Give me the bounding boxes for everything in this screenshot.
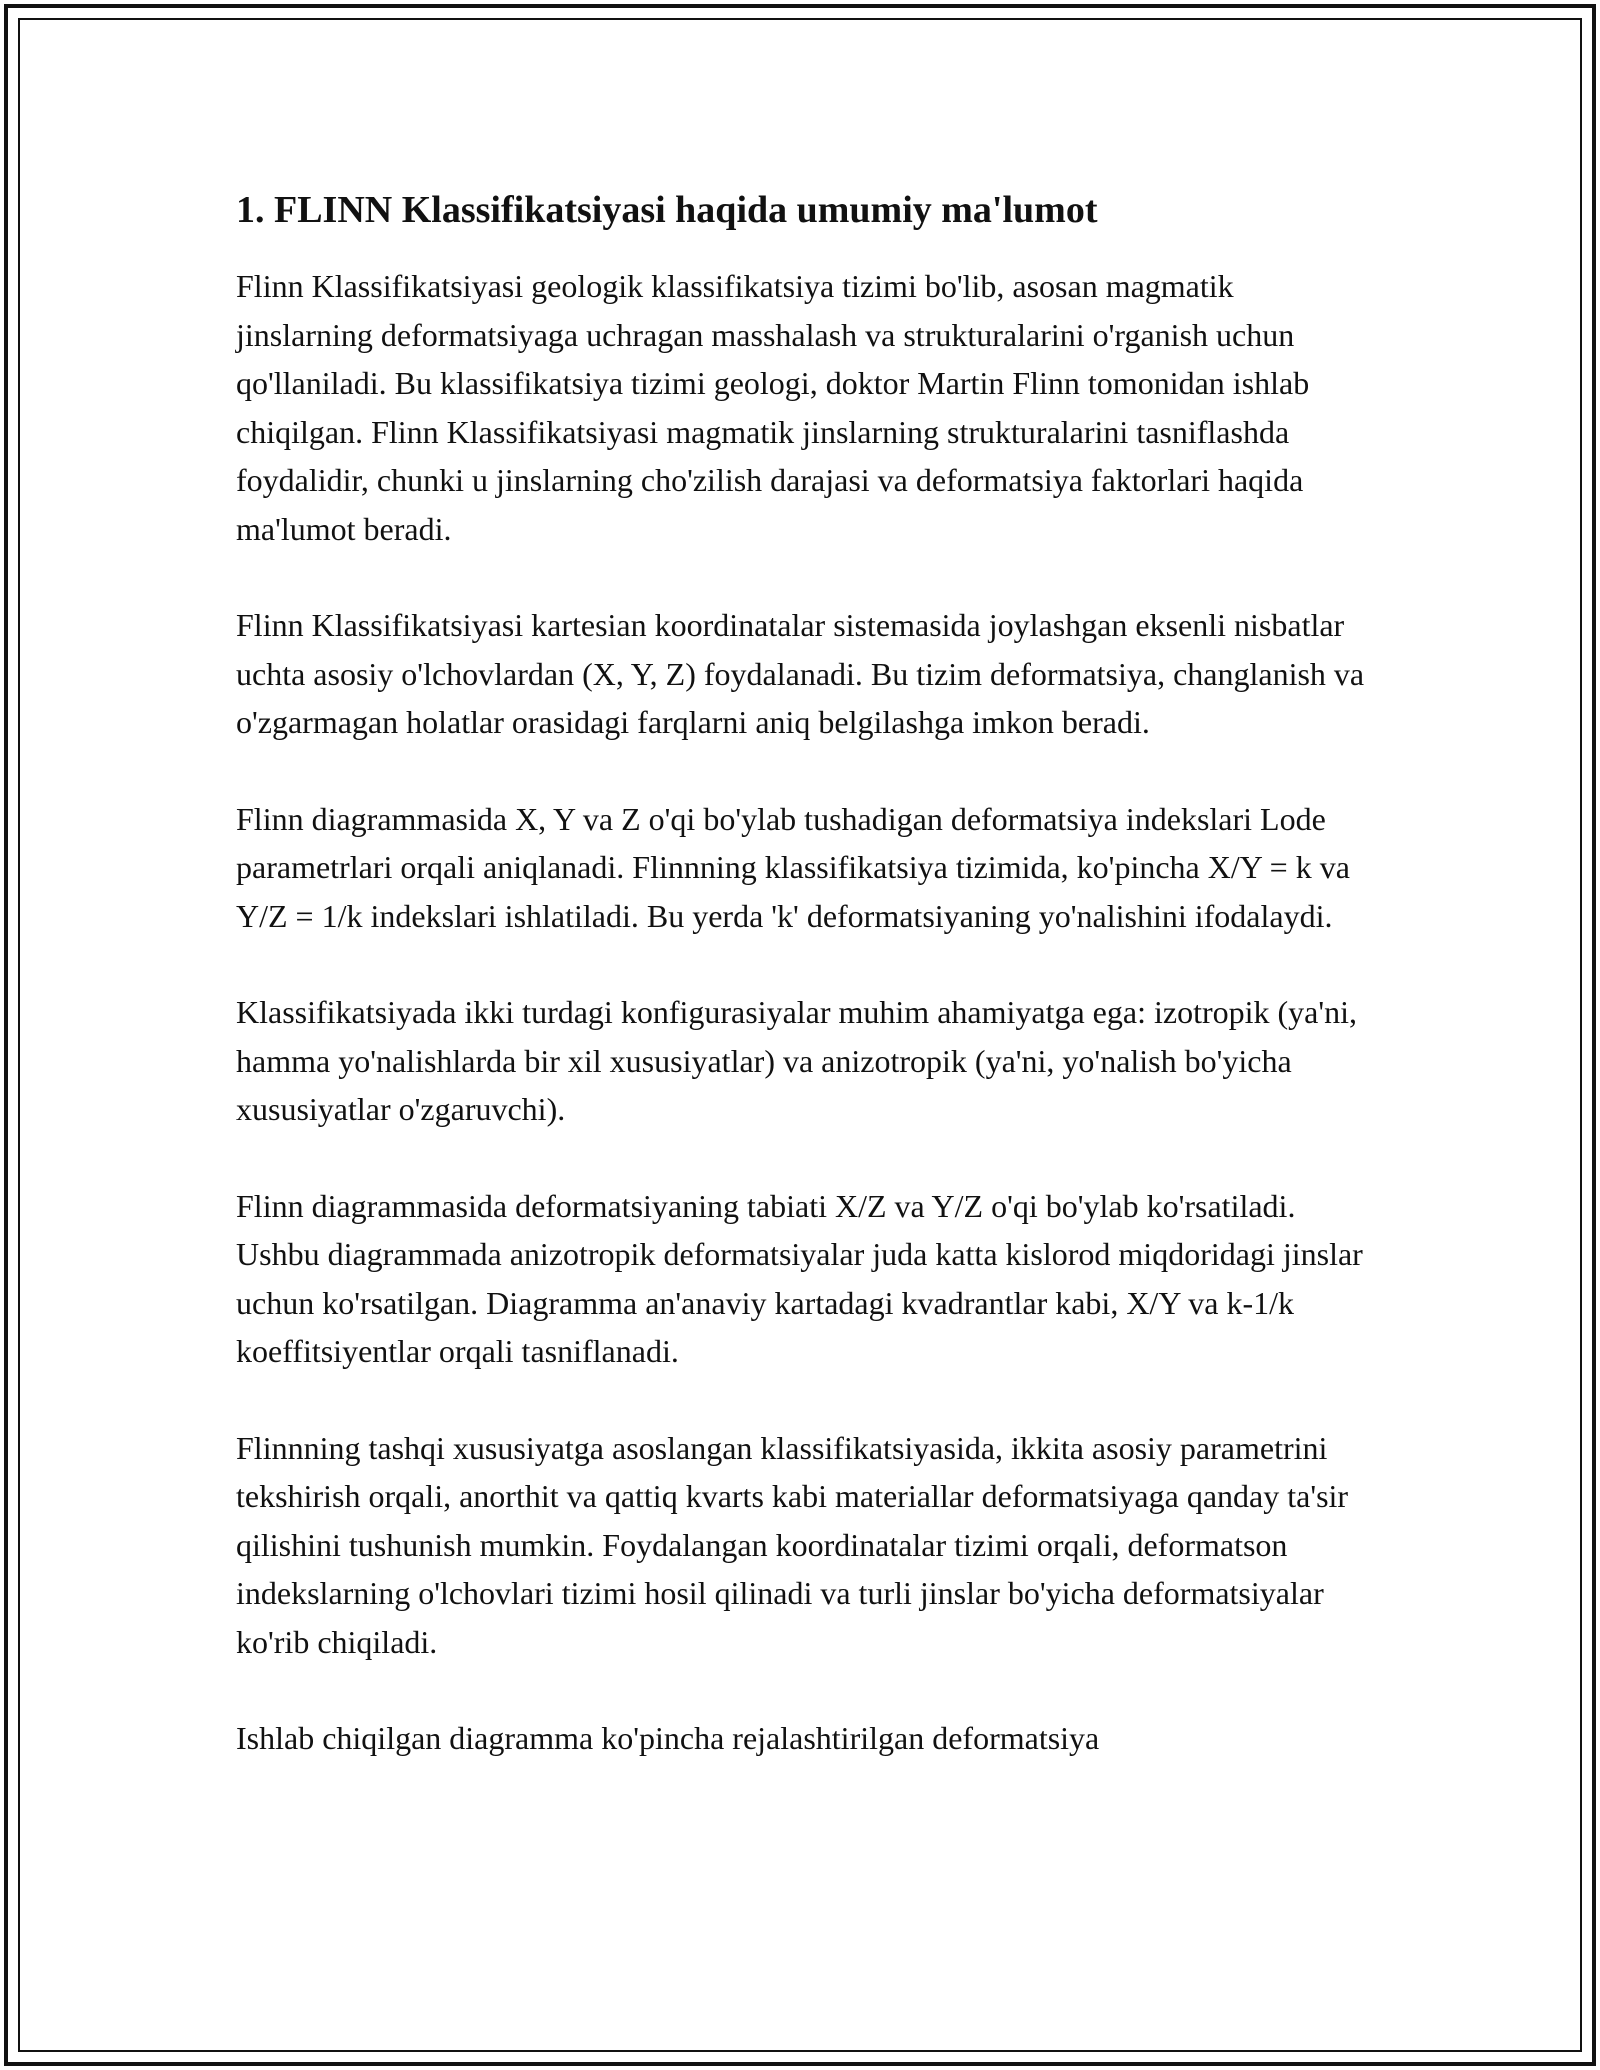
document-body bbox=[236, 186, 1376, 1811]
paragraph-2: Flinn Klassifikatsiyasi kartesian koordinatalar sistemasida joylashgan eksenli nisbatlar uchta asosiy o'lchovlardan (X, Y, Z) foydalanadi. Bu tizim deformatsiya, changlanish va o'zgarmagan holatlar orasidagi farqlarni aniq belgilashga imkon beradi. bbox=[236, 607, 1365, 740]
paragraph-6: Flinnning tashqi xususiyatga asoslangan klassifikatsiyasida, ikkita asosiy parametrini tekshirish orqali, anorthit va qattiq kvarts kabi materiallar deformatsiyaga qanday ta'sir qilishini tushunish mumkin. Foydalangan koordinatalar tizimi orqali, deformatson indekslarning o'lchovlari tizimi hosil qilinadi va turli jinslar bo'yicha deformatsiyalar ko'rib chiqiladi. bbox=[236, 1429, 1349, 1660]
section-heading: 1. FLINN Klassifikatsiyasi haqida umumiy ma'lumot bbox=[236, 189, 1098, 231]
paragraph-7: Ishlab chiqilgan diagramma ko'pincha rejalashtirilgan deformatsiya bbox=[236, 1720, 1100, 1756]
paragraph-3: Flinn diagrammasida X, Y va Z o'qi bo'ylab tushadigan deformatsiya indekslari Lode parametrlari orqali aniqlanadi. Flinnning klassifikatsiya tizimida, ko'pincha X/Y = k va Y/Z = 1/k indekslari ishlatiladi. Bu yerda 'k' deformatsiyaning yo'nalishini ifodalaydi. bbox=[236, 800, 1350, 934]
paragraph-5: Flinn diagrammasida deformatsiyaning tabiati X/Z va Y/Z o'qi bo'ylab ko'rsatiladi. Ushbu diagrammada anizotropik deformatsiyalar juda katta kislorod miqdoridagi jinslar uchun ko'rsatilgan. Diagramma an'anaviy kartadagi kvadrantlar kabi, X/Y va k-1/k koeffitsiyentlar orqali tasniflanadi. bbox=[236, 1187, 1363, 1369]
paragraph-1: Flinn Klassifikatsiyasi geologik klassifikatsiya tizimi bo'lib, asosan magmatik jinslarning deformatsiyaga uchragan masshalash va strukturalarini o'rganish uchun qo'llaniladi. Bu klassifikatsiya tizimi geologi, doktor Martin Flinn tomonidan ishlab chiqilgan. Flinn Klassifikatsiyasi magmatik jinslarning strukturalarini tasniflashda foydalidir, chunki u jinslarning cho'zilish darajasi va deformatsiya faktorlari haqida ma'lumot beradi. bbox=[236, 268, 1310, 547]
paragraph-4: Klassifikatsiyada ikki turdagi konfigurasiyalar muhim ahamiyatga ega: izotropik (ya'ni, hamma yo'nalishlarda bir xil xususiyatlar) va anizotropik (ya'ni, yo'nalish bo'yicha xususiyatlar o'zgaruvchi). bbox=[236, 994, 1358, 1127]
